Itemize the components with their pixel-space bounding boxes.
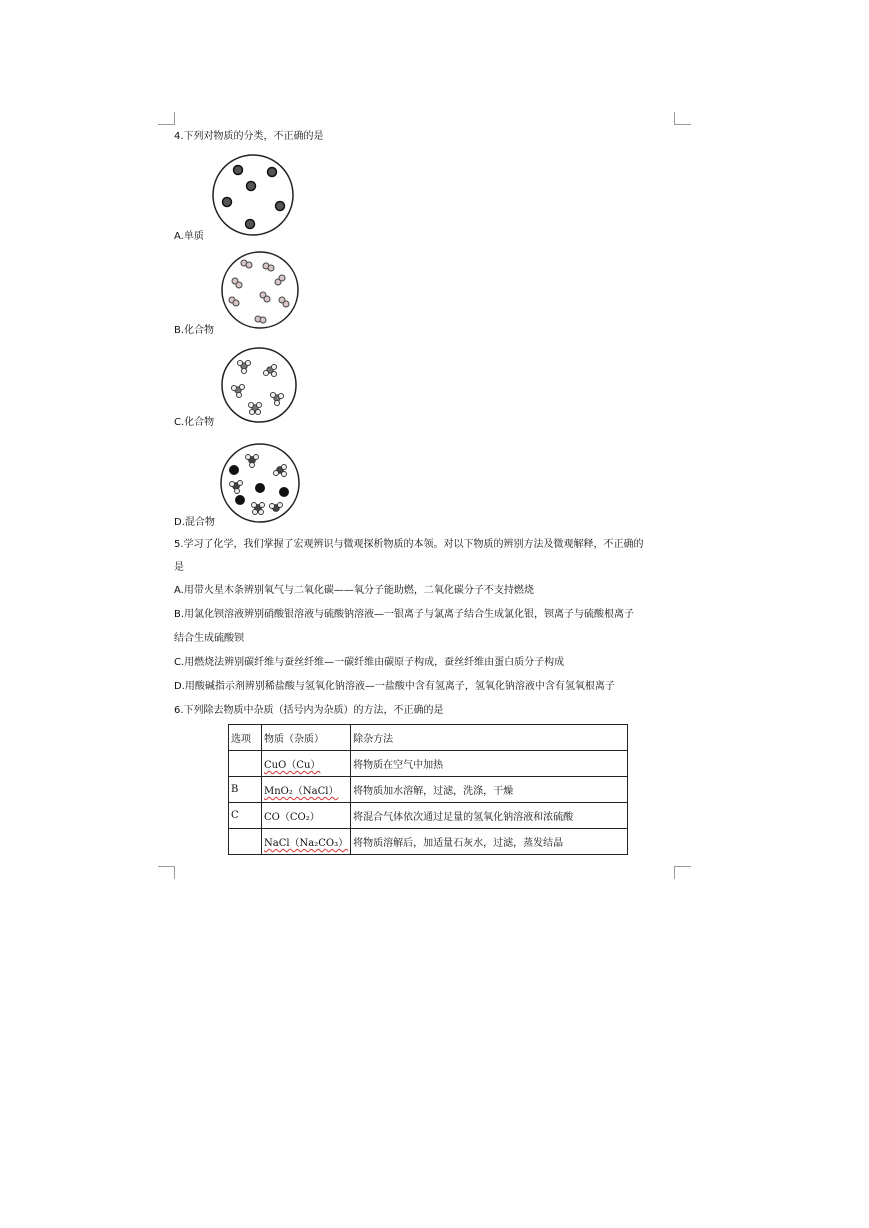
row-substance: CO（CO₂）: [262, 803, 351, 829]
table-row: [229, 803, 628, 829]
q5-option-b-line1: B.用氯化钡溶液辨别硝酸银溶液与硫酸钠溶液—一银离子与氯离子结合生成氯化银，钡离子与硫酸根离子: [174, 609, 635, 620]
row-substance: NaCl（Na₂CO₃）: [264, 838, 349, 849]
row-method: 将物质加水溶解，过滤，洗涤，干燥: [351, 777, 628, 803]
q5-option-d: D.用酸碱指示剂辨别稀盐酸与氢氧化钠溶液—一盐酸中含有氢离子，氢氧化钠溶液中含有氢氧根离子: [174, 681, 615, 692]
table-row: [229, 751, 628, 777]
row-option: C: [229, 803, 262, 829]
table-header-row: [229, 725, 628, 751]
impurity-removal-table: [228, 724, 628, 855]
row-substance: CuO（Cu）: [264, 760, 321, 771]
row-substance-cell: [262, 751, 351, 777]
particle-diagram-d: [218, 442, 302, 524]
q4-option-c: C.化合物: [174, 417, 215, 428]
row-option: B: [229, 777, 262, 803]
row-method: 将混合气体依次通过足量的氢氧化钠溶液和浓硫酸: [351, 803, 628, 829]
q4-option-d: D.混合物: [174, 517, 215, 528]
q5-stem-line2: 是: [174, 562, 184, 573]
row-substance-cell: [262, 777, 351, 803]
row-substance-cell: [262, 829, 351, 855]
header-option: 选项: [229, 725, 262, 751]
header-method: 除杂方法: [351, 725, 628, 751]
row-option: [229, 751, 262, 777]
row-substance: MnO₂（NaCl）: [264, 786, 339, 797]
q4-option-b: B.化合物: [174, 325, 215, 336]
q5-option-c: C.用燃烧法辨别碳纤维与蚕丝纤维—一碳纤维由碳原子构成，蚕丝纤维由蛋白质分子构成: [174, 657, 565, 668]
row-method: 将物质溶解后，加适量石灰水，过滤，蒸发结晶: [351, 829, 628, 855]
q5-option-b-line2: 结合生成硫酸钡: [174, 633, 244, 644]
page-corner-mark: [674, 866, 691, 879]
q4-option-a: A.单质: [174, 231, 204, 242]
q5-option-a: A.用带火星木条辨别氧气与二氧化碳——氧分子能助燃，二氧化碳分子不支持燃烧: [174, 585, 534, 596]
q4-stem: 4.下列对物质的分类，不正确的是: [174, 131, 324, 142]
header-substance: 物质（杂质）: [262, 725, 351, 751]
particle-diagram-b: [220, 250, 300, 330]
table-row: [229, 777, 628, 803]
particle-diagram-a: [210, 154, 296, 236]
q6-stem: 6.下列除去物质中杂质（括号内为杂质）的方法，不正确的是: [174, 705, 444, 716]
particle-diagram-c: [220, 346, 298, 424]
table-row: [229, 829, 628, 855]
row-option: [229, 829, 262, 855]
page-corner-mark: [674, 112, 691, 125]
row-method: 将物质在空气中加热: [351, 751, 628, 777]
page-corner-mark: [158, 112, 175, 125]
q5-stem-line1: 5.学习了化学，我们掌握了宏观辨识与微观探析物质的本领。对以下物质的辨别方法及微观解释，不正确的: [174, 539, 644, 550]
page-corner-mark: [158, 866, 175, 879]
